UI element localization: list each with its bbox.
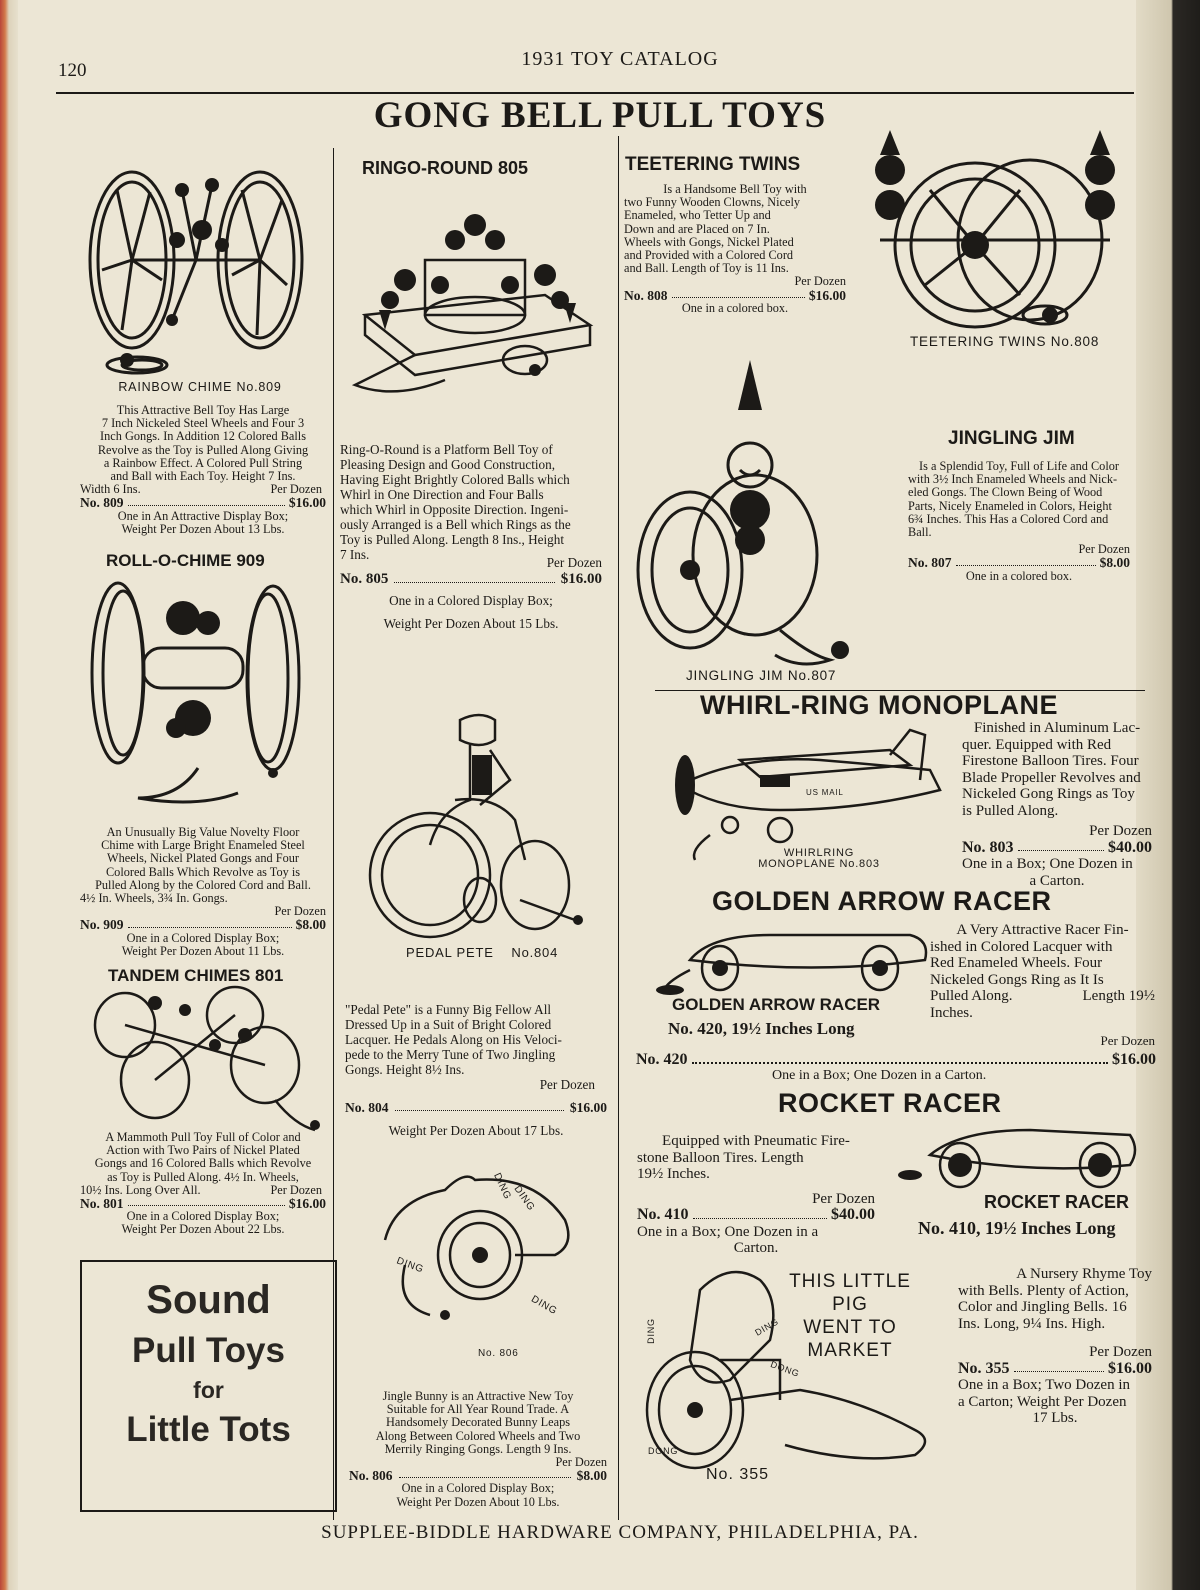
item-price: $16.00 bbox=[1108, 1359, 1152, 1377]
packing-note: One in a Colored Display Box; bbox=[401, 1481, 555, 1496]
item-number: No. 807 bbox=[908, 555, 952, 571]
caption-line: WHIRLRING bbox=[783, 847, 855, 859]
desc-line: Parts, Nicely Enameled in Colors, Height bbox=[908, 498, 1112, 513]
desc-line: "Pedal Pete" is a Funny Big Fellow All bbox=[345, 1002, 552, 1017]
monoplane-caption bbox=[744, 848, 894, 870]
caption-number: No.804 bbox=[511, 945, 559, 960]
per-dozen-label: Per Dozen bbox=[812, 1190, 875, 1207]
item-price: $8.00 bbox=[1099, 555, 1130, 571]
catalog-title: 1931 TOY CATALOG bbox=[521, 48, 719, 70]
desc-line: A Nursery Rhyme Toy bbox=[1016, 1266, 1152, 1282]
desc-line: Width 6 Ins. bbox=[80, 482, 141, 497]
teetering-twins-illustration bbox=[870, 130, 1125, 335]
desc-line: Down and are Placed on 7 In. bbox=[624, 221, 770, 236]
item-price: $16.00 bbox=[560, 571, 602, 587]
desc-line: with Bells. Plenty of Action, bbox=[958, 1282, 1129, 1299]
weight-note: 17 Lbs. bbox=[1032, 1410, 1078, 1426]
desc-line: quer. Equipped with Red bbox=[962, 736, 1112, 753]
rainbow-chime-description bbox=[80, 404, 326, 536]
packing-note: a Carton. bbox=[1029, 872, 1085, 889]
weight-note: Weight Per Dozen About 17 Lbs. bbox=[388, 1123, 564, 1138]
packing-note: One in a Box; One Dozen in a bbox=[637, 1223, 819, 1240]
box-line: Sound bbox=[146, 1278, 271, 1322]
golden-arrow-illustration bbox=[650, 920, 930, 995]
roll-o-chime-illustration bbox=[88, 578, 308, 808]
desc-line: Equipped with Pneumatic Fire- bbox=[662, 1133, 850, 1149]
roll-o-chime-description bbox=[80, 826, 326, 958]
ringo-round-title: RINGO-ROUND 805 bbox=[362, 158, 529, 178]
desc-line: a Rainbow Effect. A Colored Pull String bbox=[103, 455, 303, 470]
tandem-chimes-illustration bbox=[85, 985, 325, 1130]
rainbow-chime-illustration bbox=[82, 160, 302, 380]
desc-line: Pulled Along. bbox=[930, 988, 1013, 1004]
desc-line: and Ball with Each Toy. Height 7 Ins. bbox=[110, 469, 296, 484]
golden-arrow-caption-2: No. 420, 19½ Inches Long bbox=[668, 1019, 855, 1038]
item-price: $40.00 bbox=[831, 1206, 875, 1223]
caption-line: MONOPLANE No.803 bbox=[758, 858, 880, 870]
pig-headline bbox=[770, 1270, 930, 1362]
desc-line: is Pulled Along. bbox=[962, 802, 1059, 819]
desc-line: 4½ In. Wheels, 3¾ In. Gongs. bbox=[80, 891, 228, 906]
rocket-racer-description bbox=[637, 1133, 875, 1257]
desc-line: Revolve as the Toy is Pulled Along Giving bbox=[97, 442, 309, 457]
box-line: Pull Toys bbox=[132, 1331, 285, 1370]
desc-line: Nickeled Gongs Ring as It Is bbox=[930, 971, 1104, 988]
desc-line: A Mammoth Pull Toy Full of Color and bbox=[105, 1130, 301, 1144]
ding-label: DING bbox=[645, 1318, 656, 1344]
rainbow-chime-caption: RAINBOW CHIME No.809 bbox=[118, 380, 282, 394]
ding-label: DING bbox=[529, 1293, 560, 1318]
item-price: $8.00 bbox=[576, 1468, 607, 1484]
dong-label: DONG bbox=[648, 1446, 679, 1456]
packing-note: One in a Box; One Dozen in bbox=[962, 856, 1133, 872]
packing-note: One in a colored box. bbox=[965, 568, 1073, 583]
desc-line: Finished in Aluminum Lac- bbox=[973, 720, 1141, 736]
item-price: $16.00 bbox=[808, 287, 846, 303]
packing-note: One in a Colored Display Box; bbox=[389, 593, 553, 608]
desc-line: ished in Colored Lacquer with bbox=[930, 938, 1113, 955]
monoplane-title: WHIRL-RING MONOPLANE bbox=[700, 690, 1058, 720]
desc-line: Nickeled Gong Rings as Toy bbox=[962, 786, 1135, 802]
headline-line: MARKET bbox=[807, 1340, 893, 1361]
desc-line: and Provided with a Colored Cord bbox=[624, 248, 794, 263]
ringo-round-illustration bbox=[345, 205, 600, 405]
headline-line: THIS LITTLE bbox=[789, 1271, 911, 1292]
desc-line: ously Arranged is a Bell which Rings as the bbox=[340, 517, 571, 532]
ding-label: DING bbox=[511, 1183, 537, 1214]
desc-line: Length 19½ bbox=[1082, 988, 1155, 1004]
packing-note: One in a Box; Two Dozen in bbox=[958, 1377, 1130, 1393]
per-dozen-label: Per Dozen bbox=[1100, 1033, 1155, 1048]
desc-line: and Ball. Length of Toy is 11 Ins. bbox=[624, 261, 789, 276]
desc-line: Suitable for All Year Round Trade. A bbox=[386, 1402, 570, 1417]
item-number: No. 809 bbox=[80, 495, 124, 511]
desc-line: Having Eight Brightly Colored Balls which bbox=[340, 472, 570, 487]
item-number: No. 410 bbox=[637, 1206, 689, 1223]
weight-note: Weight Per Dozen About 22 Lbs. bbox=[121, 1222, 285, 1237]
packing-note: a Carton; Weight Per Dozen bbox=[958, 1393, 1127, 1410]
teetering-twins-caption: TEETERING TWINS No.808 bbox=[910, 334, 1100, 349]
banner-title: GONG BELL PULL TOYS bbox=[373, 95, 827, 136]
desc-line: Pulled Along by the Colored Cord and Ball. bbox=[95, 877, 311, 892]
desc-line: 7 Ins. bbox=[340, 547, 370, 562]
desc-line: This Attractive Bell Toy Has Large bbox=[116, 403, 290, 417]
teetering-twins-title: TEETERING TWINS bbox=[625, 154, 801, 175]
item-number: No. 420 bbox=[636, 1051, 688, 1068]
per-dozen-label: Per Dozen bbox=[274, 904, 326, 919]
jingling-jim-illustration bbox=[630, 360, 880, 670]
desc-line: Gongs and 16 Colored Balls which Revolve bbox=[94, 1156, 312, 1171]
ding-label: DING bbox=[394, 1255, 426, 1276]
ding-label: DING bbox=[491, 1171, 514, 1202]
per-dozen-label: Per Dozen bbox=[270, 482, 322, 497]
weight-note: Weight Per Dozen About 11 Lbs. bbox=[121, 943, 285, 958]
desc-line: Enameled, who Tetter Up and bbox=[624, 208, 771, 223]
desc-line: Inch Gongs. In Addition 12 Colored Balls bbox=[100, 429, 306, 444]
pedal-pete-description bbox=[345, 1002, 607, 1138]
per-dozen-label: Per Dozen bbox=[270, 1182, 322, 1197]
golden-arrow-title: GOLDEN ARROW RACER bbox=[712, 886, 1052, 916]
desc-line: Handsomely Decorated Bunny Leaps bbox=[385, 1415, 571, 1430]
desc-line: Toy is Pulled Along. Length 8 Ins., Height bbox=[340, 532, 564, 547]
rocket-racer-caption: ROCKET RACER bbox=[984, 1192, 1130, 1212]
desc-line: A Very Attractive Racer Fin- bbox=[956, 922, 1129, 938]
item-price: $40.00 bbox=[1108, 838, 1152, 856]
desc-line: An Unusually Big Value Novelty Floor bbox=[106, 825, 300, 839]
weight-note: Weight Per Dozen About 10 Lbs. bbox=[396, 1494, 560, 1509]
desc-line: Jingle Bunny is an Attractive New Toy bbox=[382, 1389, 574, 1403]
headline-line: PIG bbox=[832, 1294, 868, 1315]
page-edge-left bbox=[0, 0, 18, 1590]
desc-line: eled Gongs. The Clown Being of Wood bbox=[908, 485, 1103, 500]
jingling-jim-caption: JINGLING JIM No.807 bbox=[686, 668, 837, 683]
desc-line: Color and Jingling Bells. 16 bbox=[958, 1299, 1127, 1315]
jingle-bunny-description bbox=[349, 1390, 607, 1509]
box-line: for bbox=[193, 1377, 224, 1403]
item-number: No. 355 bbox=[958, 1359, 1010, 1377]
desc-line: 7 Inch Nickeled Steel Wheels and Four 3 bbox=[101, 416, 305, 431]
desc-line: Lacquer. He Pedals Along on His Veloci- bbox=[345, 1032, 562, 1047]
ringo-round-description bbox=[340, 442, 602, 631]
packing-note: One in a colored box. bbox=[681, 300, 789, 315]
sound-pull-toys-box bbox=[80, 1260, 337, 1512]
per-dozen-label: Per Dozen bbox=[1078, 542, 1130, 557]
monoplane-description bbox=[962, 720, 1152, 889]
item-price: $16.00 bbox=[288, 495, 326, 511]
dong-label: DONG bbox=[769, 1359, 802, 1379]
roll-o-chime-title: ROLL-O-CHIME 909 bbox=[106, 551, 265, 570]
pedal-pete-caption bbox=[406, 945, 558, 960]
footer-company: SUPPLEE-BIDDLE HARDWARE COMPANY, PHILADELPHIA, PA. bbox=[321, 1522, 919, 1543]
item-price: $16.00 bbox=[1112, 1051, 1156, 1068]
desc-line: Ins. Long, 9¼ Ins. High. bbox=[958, 1315, 1106, 1332]
desc-line: as Toy is Pulled Along. 4½ In. Wheels, bbox=[107, 1169, 299, 1184]
golden-arrow-caption: GOLDEN ARROW RACER bbox=[672, 995, 881, 1014]
jingle-bunny-illustration bbox=[365, 1165, 585, 1325]
desc-line: Blade Propeller Revolves and bbox=[962, 769, 1141, 786]
desc-line: stone Balloon Tires. Length bbox=[637, 1149, 804, 1166]
teetering-twins-description bbox=[624, 183, 846, 315]
packing-note: Carton. bbox=[733, 1240, 779, 1256]
golden-arrow-packing: One in a Box; One Dozen in a Carton. bbox=[772, 1068, 987, 1083]
desc-line: Pleasing Design and Good Construction, bbox=[340, 457, 556, 472]
monoplane-illustration bbox=[650, 725, 950, 860]
desc-line: Red Enameled Wheels. Four bbox=[930, 955, 1103, 971]
desc-line: Firestone Balloon Tires. Four bbox=[962, 753, 1139, 769]
desc-line: 6¾ Inches. This Has a Colored Cord and bbox=[908, 511, 1109, 526]
per-dozen-label: Per Dozen bbox=[539, 1077, 595, 1092]
desc-line: Merrily Ringing Gongs. Length 9 Ins. bbox=[384, 1441, 572, 1456]
column-rule-2 bbox=[618, 136, 619, 1520]
desc-line: which Whirl in Opposite Direction. Ingeni- bbox=[340, 502, 569, 517]
page-number: 120 bbox=[58, 60, 87, 81]
headline-line: WENT TO bbox=[803, 1317, 897, 1338]
desc-line: Is a Splendid Toy, Full of Life and Color bbox=[919, 459, 1119, 473]
pig-description bbox=[958, 1266, 1152, 1427]
jingling-jim-description bbox=[908, 460, 1130, 583]
per-dozen-label: Per Dozen bbox=[555, 1455, 607, 1470]
desc-line: pede to the Merry Tune of Two Jingling bbox=[345, 1047, 556, 1062]
desc-line: Is a Handsome Bell Toy with bbox=[663, 182, 807, 196]
item-number: No. 808 bbox=[624, 287, 668, 303]
desc-line: Gongs. Height 8½ Ins. bbox=[345, 1062, 465, 1077]
item-price: $16.00 bbox=[569, 1100, 607, 1115]
desc-line: Dressed Up in a Suit of Bright Colored bbox=[345, 1017, 552, 1032]
desc-line: two Funny Wooden Clowns, Nicely bbox=[624, 195, 801, 210]
item-number: No. 801 bbox=[80, 1196, 124, 1212]
desc-line: Colored Balls Which Revolve as Toy is bbox=[105, 864, 301, 879]
plane-tail-text: US MAIL bbox=[806, 788, 844, 797]
desc-line: 10½ Ins. Long Over All. bbox=[80, 1182, 201, 1197]
weight-note: Weight Per Dozen About 13 Lbs. bbox=[121, 521, 285, 536]
per-dozen-label: Per Dozen bbox=[1089, 823, 1152, 839]
per-dozen-label: Per Dozen bbox=[1089, 1344, 1152, 1360]
packing-note: One in An Attractive Display Box; bbox=[117, 508, 289, 523]
caption-name: PEDAL PETE bbox=[406, 945, 494, 960]
desc-line: Ring-O-Round is a Platform Bell Toy of bbox=[340, 442, 553, 457]
rocket-racer-title: ROCKET RACER bbox=[778, 1088, 1002, 1118]
item-number: No. 806 bbox=[349, 1468, 393, 1484]
pig-caption: No. 355 bbox=[706, 1466, 770, 1483]
packing-note: One in a Colored Display Box; bbox=[126, 1209, 280, 1224]
desc-line: Chime with Large Bright Enameled Steel bbox=[101, 838, 305, 853]
desc-line: Action with Two Pairs of Nickel Plated bbox=[106, 1143, 300, 1158]
weight-note: Weight Per Dozen About 15 Lbs. bbox=[383, 616, 559, 631]
desc-line: Ball. bbox=[908, 525, 932, 540]
item-number: No. 803 bbox=[962, 838, 1014, 856]
golden-arrow-price-line bbox=[636, 1051, 1156, 1069]
per-dozen-label: Per Dozen bbox=[546, 555, 602, 570]
tandem-chimes-title: TANDEM CHIMES 801 bbox=[108, 966, 284, 985]
ding-label: DING bbox=[753, 1316, 781, 1338]
desc-line: Inches. bbox=[930, 1004, 973, 1021]
item-number: No. 909 bbox=[80, 917, 124, 933]
desc-line: Whirl in One Direction and Four Balls bbox=[340, 487, 544, 502]
golden-arrow-description bbox=[930, 922, 1155, 1050]
item-price: $16.00 bbox=[288, 1196, 326, 1212]
item-price: $8.00 bbox=[295, 917, 326, 933]
desc-line: Wheels with Gongs, Nickel Plated bbox=[624, 234, 794, 249]
jingle-bunny-caption: No. 806 bbox=[478, 1348, 519, 1359]
pedal-pete-illustration bbox=[360, 700, 590, 940]
box-line: Little Tots bbox=[126, 1410, 291, 1449]
desc-line: Wheels, Nickel Plated Gongs and Four bbox=[107, 851, 299, 866]
packing-note: One in a Colored Display Box; bbox=[126, 930, 280, 945]
desc-line: 19½ Inches. bbox=[637, 1166, 710, 1182]
item-number: No. 804 bbox=[345, 1100, 389, 1115]
jingling-jim-title: JINGLING JIM bbox=[948, 428, 1075, 449]
desc-line: Along Between Colored Wheels and Two bbox=[375, 1428, 581, 1443]
tandem-chimes-description bbox=[80, 1131, 326, 1237]
rocket-racer-illustration bbox=[890, 1120, 1140, 1190]
desc-line: with 3½ Inch Enameled Wheels and Nick- bbox=[908, 472, 1118, 487]
per-dozen-label: Per Dozen bbox=[794, 274, 846, 289]
item-number: No. 805 bbox=[340, 571, 389, 587]
rocket-racer-caption-2: No. 410, 19½ Inches Long bbox=[918, 1218, 1116, 1238]
